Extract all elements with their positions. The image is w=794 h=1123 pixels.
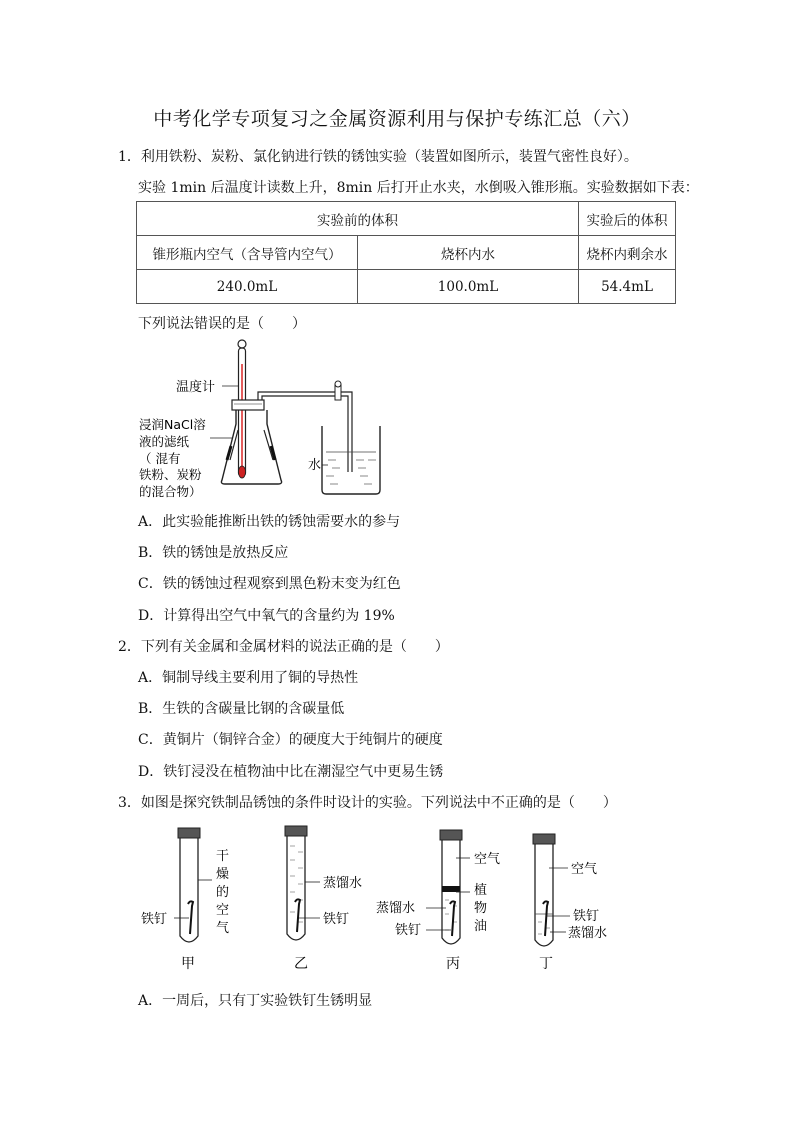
dry-air-label: 气 (216, 921, 230, 936)
question-2-stem: 2．下列有关金属和金属材料的说法正确的是（ ） (118, 639, 449, 655)
distilled-water-label: 蒸馏水 (323, 876, 363, 891)
nail-label: 铁钉 (323, 912, 350, 927)
page-title: 中考化学专项复习之金属资源利用与保护专练汇总（六） (153, 108, 641, 130)
option-a: A．一周后，只有丁实验铁钉生锈明显 (138, 993, 373, 1009)
table-cell: 烧杯内剩余水 (579, 236, 676, 270)
filter-paper-label: 铁粉、炭粉 (139, 467, 202, 482)
tube-jia-label: 甲 (181, 956, 195, 972)
option-b: B．铁的锈蚀是放热反应 (138, 545, 289, 561)
filter-paper-label: （ 混有 (139, 451, 181, 466)
table-cell: 锥形瓶内空气（含导管内空气） (137, 236, 358, 270)
air-label: 空气 (571, 862, 598, 877)
oil-label: 植 (474, 883, 488, 898)
option-d: D．计算得出空气中氧气的含量约为 19% (138, 608, 395, 624)
nail-label: 铁钉 (141, 912, 168, 927)
tube-bing-label: 丙 (446, 956, 460, 972)
filter-paper-label: 的混合物） (139, 484, 202, 499)
tube-ding-label: 丁 (539, 956, 553, 972)
tube-yi-label: 乙 (294, 956, 308, 972)
nail-label: 铁钉 (573, 909, 600, 924)
dry-air-label: 燥 (216, 867, 230, 882)
question-1-stem: 1．利用铁粉、炭粉、氯化钠进行铁的锈蚀实验（装置如图所示，装置气密性良好）。 (118, 149, 638, 165)
dry-air-label: 空 (216, 903, 230, 918)
filter-paper-label: 液的滤纸 (139, 434, 190, 449)
test-tubes-figure (130, 822, 630, 978)
question-1-description: 实验 1min 后温度计读数上升，8min 后打开止水夹，水倒吸入锥形瓶。实验数据如下表： (138, 180, 699, 196)
rusting-apparatus-figure (130, 334, 400, 506)
table-cell: 240.0mL (137, 270, 358, 304)
table-header-before: 实验前的体积 (137, 202, 579, 236)
distilled-water-label: 蒸馏水 (376, 901, 416, 916)
experiment-data-table (136, 201, 676, 304)
oil-label: 物 (474, 901, 488, 916)
dry-air-label: 干 (216, 849, 230, 864)
thermometer-label: 温度计 (176, 380, 216, 395)
nail-label: 铁钉 (395, 923, 422, 938)
distilled-water-label: 蒸馏水 (568, 926, 608, 941)
table-header-after: 实验后的体积 (579, 202, 676, 236)
water-label: 水 (308, 458, 322, 473)
oil-label: 油 (474, 919, 488, 934)
dry-air-label: 的 (216, 885, 230, 900)
question-1-prompt: 下列说法错误的是（ ） (138, 316, 306, 332)
option-d: D．铁钉浸没在植物油中比在潮湿空气中更易生锈 (138, 764, 444, 780)
table-cell: 烧杯内水 (358, 236, 579, 270)
option-c: C．铁的锈蚀过程观察到黑色粉末变为红色 (138, 576, 401, 592)
air-label: 空气 (474, 852, 501, 867)
option-b: B．生铁的含碳量比钢的含碳量低 (138, 701, 345, 717)
option-a: A．铜制导线主要利用了铜的导热性 (138, 670, 359, 686)
option-c: C．黄铜片（铜锌合金）的硬度大于纯铜片的硬度 (138, 732, 443, 748)
table-cell: 54.4mL (579, 270, 676, 304)
filter-paper-label: 浸润NaCl溶 (139, 417, 206, 432)
question-3-stem: 3．如图是探究铁制品锈蚀的条件时设计的实验。下列说法中不正确的是（ ） (118, 795, 617, 811)
table-cell: 100.0mL (358, 270, 579, 304)
option-a: A．此实验能推断出铁的锈蚀需要水的参与 (138, 514, 401, 530)
